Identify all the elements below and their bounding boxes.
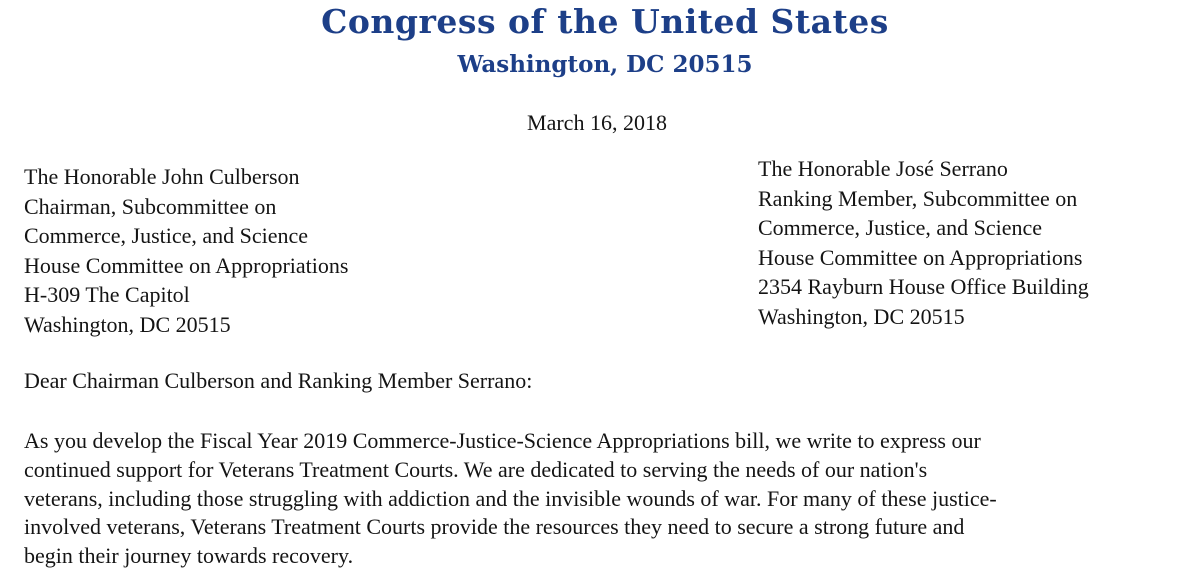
address-line: H-309 The Capitol bbox=[24, 282, 190, 308]
address-line: House Committee on Appropriations bbox=[758, 244, 1083, 270]
address-line: Ranking Member, Subcommittee on bbox=[758, 185, 1078, 211]
recipient-address-right bbox=[758, 154, 1089, 332]
paragraph-line: involved veterans, Veterans Treatment Courts provide the resources they need to secure a strong future and bbox=[24, 514, 965, 540]
body-paragraph bbox=[24, 427, 997, 571]
salutation: Dear Chairman Culberson and Ranking Member Serrano: bbox=[24, 368, 533, 393]
address-line: 2354 Rayburn House Office Building bbox=[758, 274, 1089, 300]
recipient-address-left bbox=[24, 162, 348, 340]
address-line: House Committee on Appropriations bbox=[24, 252, 349, 278]
paragraph-line: As you develop the Fiscal Year 2019 Commerce-Justice-Science Appropriations bill, we write to express our bbox=[24, 428, 981, 453]
paragraph-line: continued support for Veterans Treatment Courts. We are dedicated to serving the needs of our nation's bbox=[24, 456, 928, 482]
address-line: Commerce, Justice, and Science bbox=[758, 215, 1043, 241]
letterhead-city: Washington, DC 20515 bbox=[457, 51, 753, 78]
letterhead-title: Congress of the United States bbox=[321, 2, 889, 41]
paragraph-line: begin their journey towards recovery. bbox=[24, 543, 354, 569]
letter-date: March 16, 2018 bbox=[527, 110, 667, 135]
address-line: The Honorable John Culberson bbox=[24, 164, 300, 189]
paragraph-line: veterans, including those struggling with addiction and the invisible wounds of war. For many of these justice- bbox=[24, 485, 997, 511]
address-line: The Honorable José Serrano bbox=[758, 156, 1008, 181]
address-line: Chairman, Subcommittee on bbox=[24, 193, 277, 219]
address-line: Washington, DC 20515 bbox=[24, 311, 231, 337]
address-line: Washington, DC 20515 bbox=[758, 303, 965, 329]
address-line: Commerce, Justice, and Science bbox=[24, 223, 309, 249]
